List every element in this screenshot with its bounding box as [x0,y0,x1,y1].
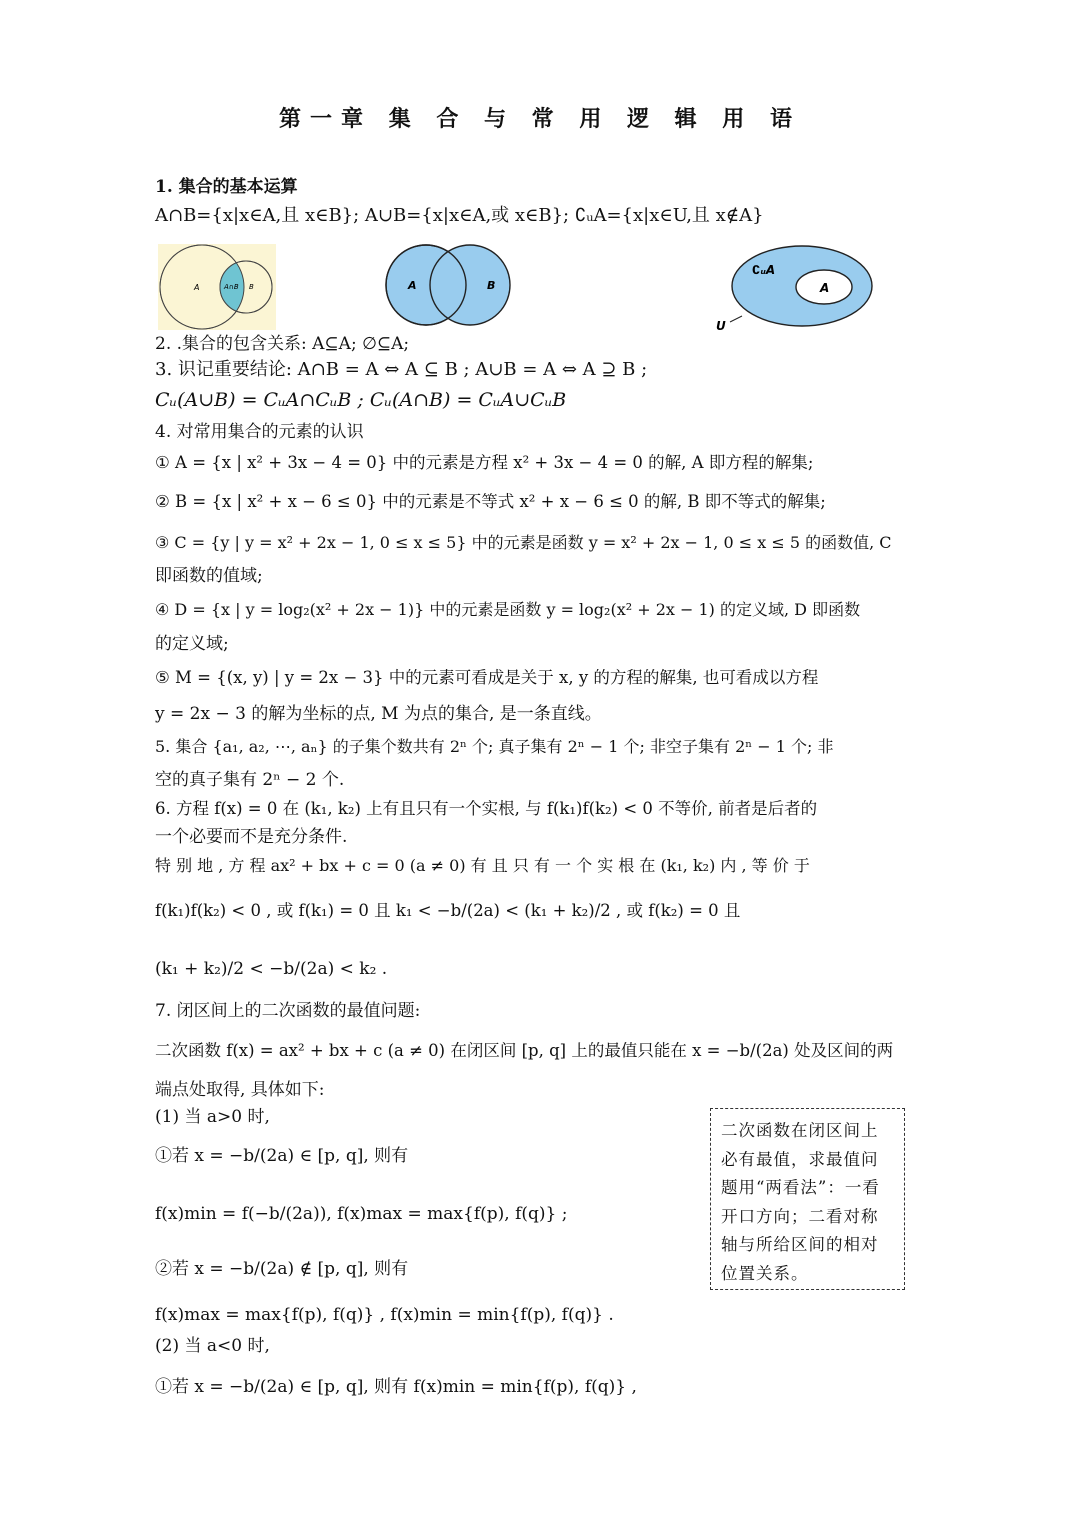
line-4-heading: 4. 对常用集合的元素的认识 [155,422,364,442]
case-1-outside-result: f(x)max = max{f(p), f(q)} , f(x)min = min{f(p), f(q)} . [155,1305,614,1325]
venn-intersection-diagram [158,244,276,330]
line-4-item-b: ② B = {x | x² + x − 6 ≤ 0} 中的元素是不等式 x² + x − 6 ≤ 0 的解, B 即不等式的解集; [155,492,826,511]
line-4-item-e: ⑤ M = {(x, y) | y = 2x − 3} 中的元素可看成是关于 x, y 的方程的解集, 也可看成以方程 [155,668,819,687]
venn2-label-b: B [487,279,496,292]
line-5-subsets: 5. 集合 {a₁, a₂, ⋯, aₙ} 的子集个数共有 2ⁿ 个; 真子集有 2ⁿ − 1 个; 非空子集有 2ⁿ − 1 个; 非 [155,737,834,756]
line-6-special: 特 别 地 , 方 程 ax² + bx + c = 0 (a ≠ 0) 有 且 只 有 一 个 实 根 在 (k₁, k₂) 内 , 等 价 于 [155,856,810,875]
line-6-root: 6. 方程 f(x) = 0 在 (k₁, k₂) 上有且只有一个实根, 与 f(k₁)f(k₂) < 0 不等价, 前者是后者的 [155,799,818,818]
case-2-inside: ①若 x = −b/(2a) ∈ [p, q], 则有 f(x)min = min{f(p), f(q)} , [155,1377,637,1397]
line-7-statement: 二次函数 f(x) = ax² + bx + c (a ≠ 0) 在闭区间 [p, q] 上的最值只能在 x = −b/(2a) 处及区间的两 [155,1041,894,1060]
line-7-heading: 7. 闭区间上的二次函数的最值问题: [155,1001,421,1021]
tip-note-box: 二次函数在闭区间上必有最值，求最值问题用“两看法”：一看开口方向；二看对称轴与所给区间的相对位置关系。 [710,1108,905,1290]
line-4-item-a: ① A = {x | x² + 3x − 4 = 0} 中的元素是方程 x² + 3x − 4 = 0 的解, A 即方程的解集; [155,453,814,472]
line-3-conclusions: 3. 识记重要结论: A∩B = A ⇔ A ⊆ B ; A∪B = A ⇔ A ⊇ B ; [155,359,648,380]
line-4-item-c: ③ C = {y | y = x² + 2x − 1, 0 ≤ x ≤ 5} 中的元素是函数 y = x² + 2x − 1, 0 ≤ x ≤ 5 的函数值, C [155,533,892,552]
venn3-label-a: A [820,281,830,295]
line-7-statement-cont: 端点处取得, 具体如下: [155,1080,325,1100]
chapter-title: 第一章 集 合 与 常 用 逻 辑 用 语 [279,106,801,132]
line-4-item-d-cont: 的定义域; [155,634,229,654]
venn1-label-b: B [249,283,254,291]
line-6-root-cont: 一个必要而不是充分条件. [155,827,348,847]
case-1-inside-result: f(x)min = f(−b/(2a)), f(x)max = max{f(p), f(q)} ; [155,1204,568,1224]
line-3-de-morgan: Cᵤ(A∪B) = CᵤA∩CᵤB ; Cᵤ(A∩B) = CᵤA∪CᵤB [155,389,567,411]
line-5-subsets-cont: 空的真子集有 2ⁿ − 2 个. [155,770,345,790]
case-1-outside: ②若 x = −b/(2a) ∉ [p, q], 则有 [155,1259,409,1279]
venn3-label-u: U [716,319,726,333]
line-4-item-d: ④ D = {x | y = log₂(x² + 2x − 1)} 中的元素是函数 y = log₂(x² + 2x − 1) 的定义域, D 即函数 [155,600,861,619]
venn-complement-diagram [712,244,876,336]
case-1-heading: (1) 当 a>0 时, [155,1107,270,1127]
venn1-label-a: A [194,283,200,292]
venn1-label-intersection: A∩B [224,283,239,291]
section-1-heading: 1. 集合的基本运算 [155,177,298,197]
line-6-condition: f(k₁)f(k₂) < 0 , 或 f(k₁) = 0 且 k₁ < −b/(2a) < (k₁ + k₂)/2 , 或 f(k₂) = 0 且 [155,901,741,920]
line-6-condition-cont: (k₁ + k₂)/2 < −b/(2a) < k₂ . [155,959,388,979]
line-2-inclusion: 2. .集合的包含关系: A⊆A; ∅⊆A; [155,334,410,354]
set-operation-formulas: A∩B={x|x∈A,且 x∈B}; A∪B={x|x∈A,或 x∈B}; ∁ᵤA={x|x∈U,且 x∉A} [155,205,764,226]
case-2-heading: (2) 当 a<0 时, [155,1336,270,1356]
line-4-item-c-cont: 即函数的值域; [155,566,263,586]
venn2-label-a: A [408,279,417,292]
venn3-label-complement: ∁ᵤA [752,263,776,277]
line-4-item-e-cont: y = 2x − 3 的解为坐标的点, M 为点的集合, 是一条直线。 [155,704,602,724]
case-1-inside: ①若 x = −b/(2a) ∈ [p, q], 则有 [155,1146,409,1166]
venn-union-diagram [374,244,522,328]
